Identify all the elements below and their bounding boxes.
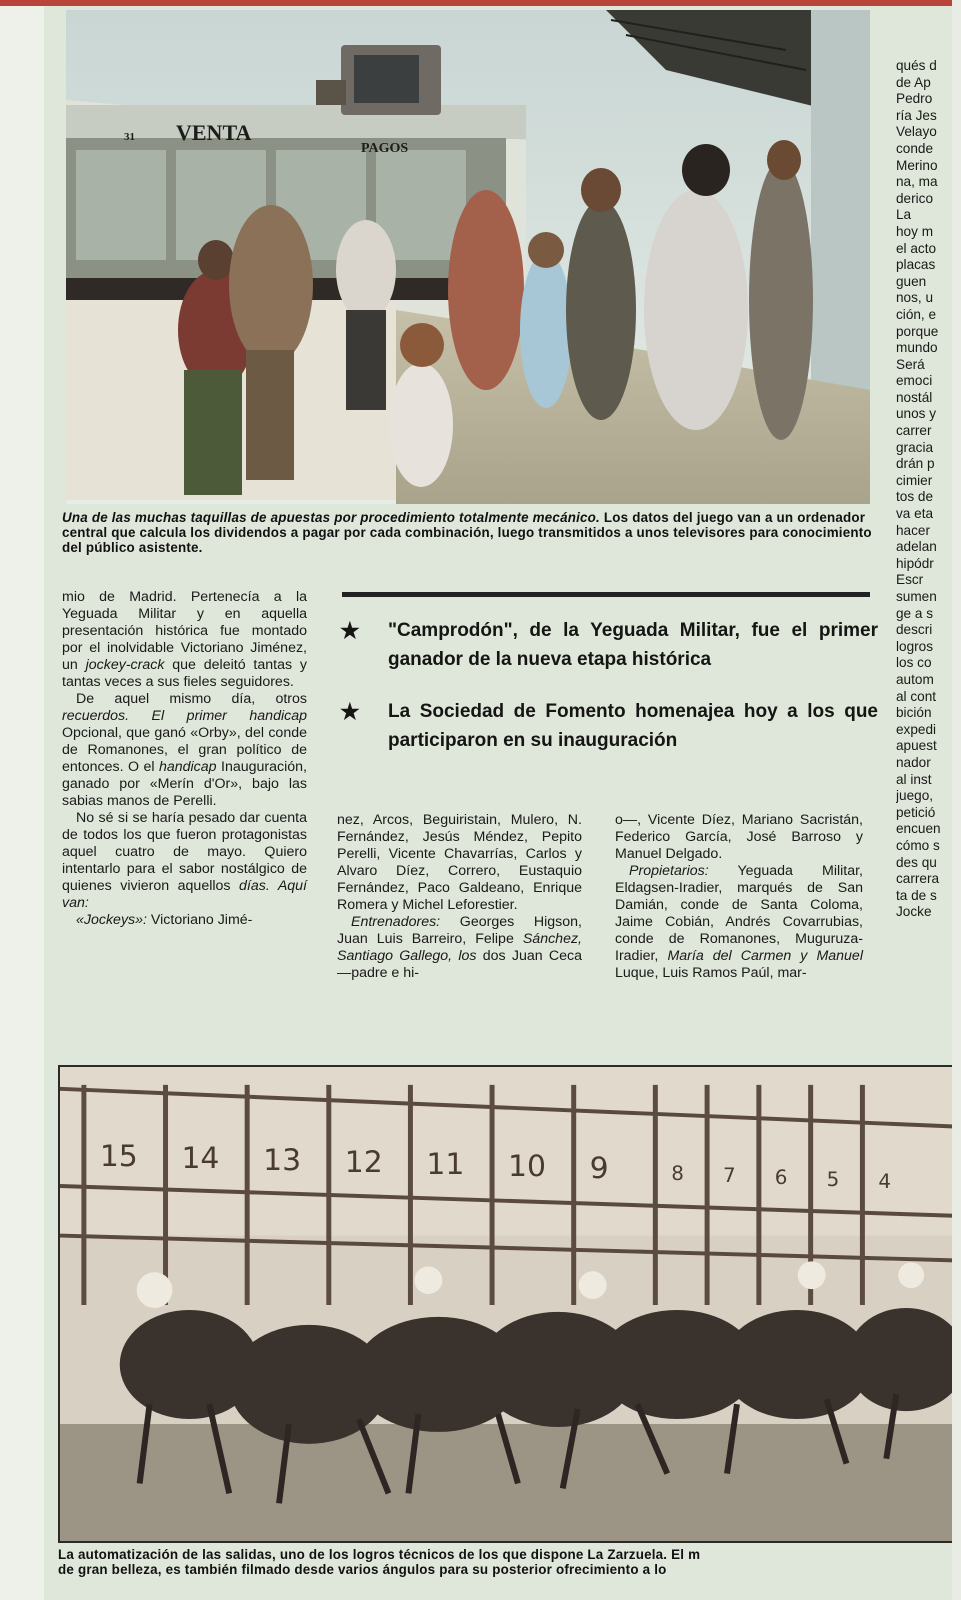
starting-gate-photo (58, 1065, 956, 1543)
gate-number: 10 (507, 1149, 546, 1185)
column-line: va eta (896, 506, 934, 522)
article-column-2 (337, 812, 582, 982)
column-line: des qu (896, 854, 937, 870)
star-icon: ★ (340, 699, 360, 724)
column-line: autom (896, 671, 934, 687)
text-run: dos Juan Ceca —padre e hi- (337, 948, 582, 981)
column-line: hoy m (896, 223, 934, 239)
column-line: conde (896, 140, 934, 156)
column-line: de Ap (896, 74, 931, 90)
caption-line: de gran belleza, es también filmado desde varios ángulos para su posterior ofrecimiento a lo (58, 1562, 667, 1577)
column-line: na, ma (896, 174, 938, 190)
article-column-3 (615, 812, 863, 982)
text-run-italic: días. Aquí van: (62, 878, 307, 911)
highlight-item (340, 697, 878, 759)
text-run-italic: recuerdos. El primer handicap (62, 708, 307, 724)
column-line: sumen (896, 589, 937, 604)
column-line: tos de (896, 489, 934, 505)
column-line: Velayo (896, 124, 937, 140)
page-edge (952, 0, 961, 1600)
text-run-italic: María del Carmen y Manuel (667, 948, 863, 964)
column-line: al inst (896, 771, 932, 787)
star-icon: ★ (340, 618, 360, 643)
text-run-italic: handicap (158, 759, 217, 775)
caption-italic-lead: Una de las muchas taquillas de apuestas por procedimiento totalmente mecánico. (62, 510, 600, 525)
gate-number: 7 (723, 1164, 736, 1188)
paragraph (62, 912, 307, 929)
column-line: unos y (896, 406, 937, 422)
column-line: La (896, 207, 912, 223)
text-run: mio de Madrid. Pertenecía a la Yeguada Militar y en aquella presentación histórica fue montado por el inolvidable Victoriano Jiménez, un (62, 589, 307, 673)
paragraph (62, 691, 307, 810)
column-line: descri (896, 622, 933, 638)
column-line: ción, e (896, 306, 937, 322)
column-line: nostál (896, 389, 933, 405)
column-line: encuen (896, 821, 941, 837)
text-run: que deleitó tantas y tantas veces a sus fieles seguidores. (62, 657, 307, 690)
column-line: apuest (896, 738, 937, 754)
column-line: nos, u (896, 290, 934, 306)
text-run: Luque, Luis Ramos Paúl, mar- (615, 965, 807, 981)
column-line: guen (896, 273, 927, 289)
highlight-item (340, 616, 878, 678)
column-line: Pedro (896, 91, 933, 107)
text-run: No sé si se haría pesado dar cuenta de todos los que fueron protagonistas aquel cuatro de mayo. Quiero intentarlo para el sabor nostálgico de quienes vivieron aquellos (62, 810, 307, 894)
column-line: Escr (896, 572, 924, 588)
column-line: qués d (896, 58, 937, 73)
highlight-text: La Sociedad de Fomento homenajea hoy a los que participaron en su inauguración (388, 701, 878, 751)
column-line: ge a s (896, 605, 934, 621)
text-run-italic: «Jockeys»: (76, 912, 147, 928)
gate-number: 14 (181, 1141, 220, 1177)
text-run: Yeguada Militar, Eldagsen-Iradier, marqués de San Damián, conde de Santa Coloma, Jaime Cobián, Andrés Covarrubias, conde de Romanones, Muguruza-Iradier, (615, 863, 863, 964)
column-line: expedi (896, 721, 937, 737)
gate-number: 15 (99, 1139, 138, 1175)
gate-number: 6 (774, 1166, 788, 1190)
gate-number: 9 (589, 1151, 609, 1187)
text-run: Inauguración, ganado por «Merín d'Or», bajo las sabias manos de Perelli. (62, 759, 307, 809)
caption-line: La automatización de las salidas, uno de los logros técnicos de los que dispone La Zarzuela. El m (58, 1547, 701, 1562)
text-run: De aquel mismo día, otros (76, 691, 307, 707)
column-line: derico (896, 190, 934, 206)
column-line: los co (896, 655, 932, 671)
column-line: cómo s (896, 837, 940, 853)
text-run: Georges Higson, Juan Luis Barreiro, Felipe (337, 914, 582, 947)
pagos-sign-text: PAGOS (361, 141, 409, 156)
column-line: Será (896, 356, 925, 372)
column-line: nador (896, 754, 931, 770)
text-run-italic: Propietarios: (629, 863, 709, 879)
column-line: Jocke (896, 904, 932, 920)
column-line: carrera (896, 871, 940, 887)
column-line: drán p (896, 456, 935, 472)
column-line: juego, (896, 788, 934, 804)
column-line: al cont (896, 688, 937, 704)
gate-number: 13 (263, 1143, 302, 1179)
gate-number: 12 (344, 1145, 383, 1181)
column-line: hipódr (896, 555, 934, 571)
text-run-italic: jockey-crack (85, 657, 165, 673)
column-line: emoci (896, 373, 933, 389)
column-line: petició (896, 804, 936, 820)
column-line: mundo (896, 340, 938, 356)
betting-windows-photo (66, 10, 870, 504)
venta-sign-text: VENTA (176, 120, 252, 145)
column-line: gracia (896, 439, 934, 455)
gate-number: 11 (426, 1147, 465, 1183)
paragraph (615, 863, 863, 982)
column-line: cimier (896, 472, 933, 488)
window-number-text: 31 (124, 131, 135, 143)
text-run-italic: Sánchez, Santiago Gallego, los (337, 931, 582, 964)
gate-number: 8 (671, 1162, 684, 1186)
column-line: placas (896, 257, 936, 273)
text-run: Victoriano Jimé- (146, 912, 253, 928)
caption-body: Los datos del juego van a un ordenador central que calcula los dividendos a pagar por cada combinación, luego transmitidos a unos televisores para conocimiento del público asistente. (62, 510, 872, 555)
gate-number: 5 (826, 1168, 840, 1191)
section-rule (342, 592, 870, 597)
highlight-text: "Camprodón", de la Yeguada Militar, fue el primer ganador de la nueva etapa histórica (388, 620, 878, 670)
text-run-italic: Entrenadores: (351, 914, 441, 930)
column-line: ría Jes (896, 107, 937, 123)
paragraph (62, 810, 307, 912)
bottom-photo-caption (58, 1547, 958, 1577)
paragraph (337, 914, 582, 982)
column-line: adelan (896, 539, 937, 555)
column-line: el acto (896, 240, 937, 256)
column-line: logros (896, 638, 934, 654)
paragraph: nez, Arcos, Beguiristain, Mulero, N. Fernández, Jesús Méndez, Pepito Perelli, Vicente Chavarrías, Carlos y Alvaro Díez, Correro, Eustaquio Fernández, Paco Galdeano, Enrique Romera y Michel Leforestier. (337, 812, 582, 913)
top-color-stripe (0, 0, 961, 6)
column-line: bición (896, 705, 932, 721)
page-margin (0, 6, 44, 1600)
paragraph: o—, Vicente Díez, Mariano Sacristán, Federico García, José Barroso y Manuel Delgado. (615, 812, 863, 862)
top-photo-caption (62, 510, 877, 555)
paragraph (62, 589, 307, 691)
gate-number: 4 (878, 1170, 892, 1193)
column-line: Merino (896, 157, 938, 173)
column-line: hacer (896, 522, 931, 538)
article-column-1 (62, 589, 307, 929)
column-line: porque (896, 323, 939, 339)
column-line: ta de s (896, 887, 937, 903)
text-run: Opcional, que ganó «Orby», del conde de Romanones, el gran político de entonces. O el (62, 725, 307, 775)
column-line: carrer (896, 423, 932, 439)
